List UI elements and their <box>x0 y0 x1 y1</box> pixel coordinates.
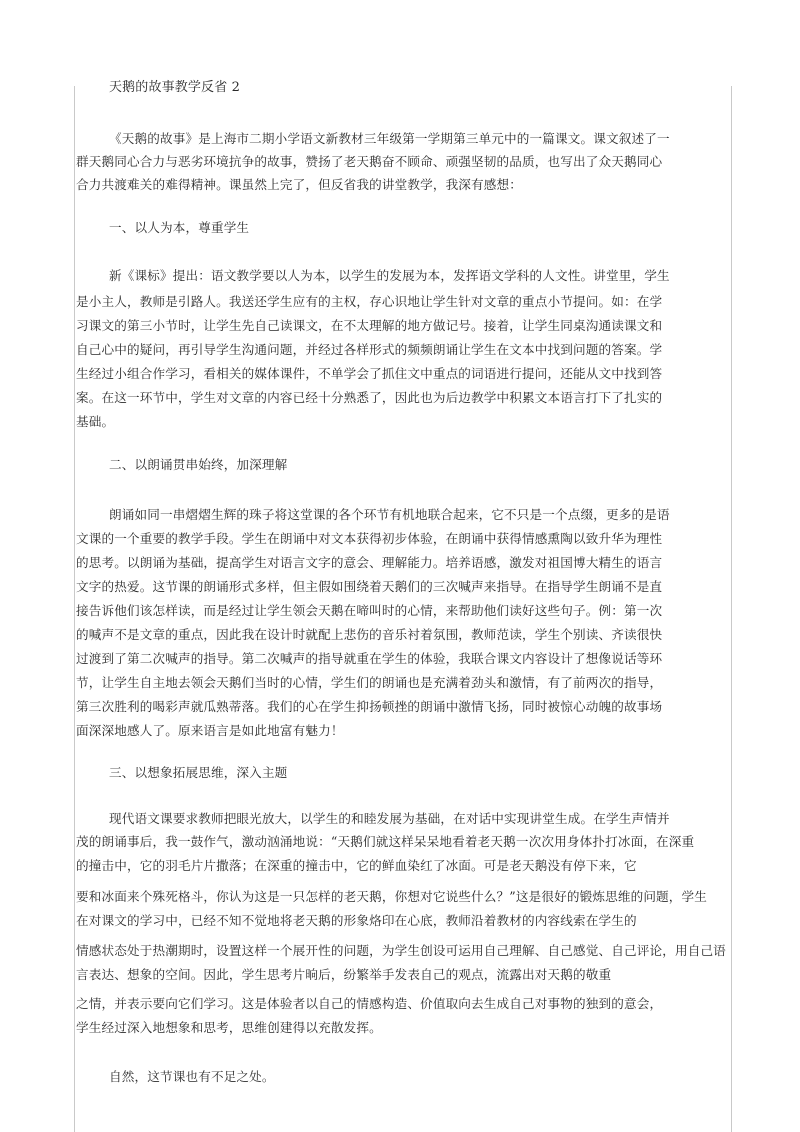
paragraph-line: 面深深地感人了。原来语言是如此地富有魅力！ <box>76 723 344 738</box>
paragraph-line: 茂的朗诵事后，我一鼓作气，激动汹涌地说：“天鹅们就这样呆呆地看着老天鹅一次次用身体扑打冰面，在深重 <box>76 834 695 849</box>
doc-title: 天鹅的故事教学反省 2 <box>109 80 241 95</box>
left-margin-rule <box>74 86 75 1132</box>
paragraph-line: 案。在这一环节中，学生对文章的内容已经十分熟悉了，因此也为后边教学中积累文本语言打下了扎实的 <box>76 390 663 405</box>
paragraph-line: 的撞击中，它的羽毛片片撒落；在深重的撞击中，它的鲜血染红了冰面。可是老天鹅没有停下来，它 <box>76 858 637 873</box>
paragraph-line: 自己心中的疑问，再引导学生沟通问题，并经过各样形式的频频朗诵让学生在文本中找到问题的答案。学 <box>76 342 663 357</box>
paragraph-line: 第三次胜利的喝彩声就瓜熟蒂落。我们的心在学生抑扬顿挫的朗诵中激情飞扬，同时被惊心动魄的故事场 <box>76 699 663 714</box>
closing-line: 自然，这节课也有不足之处。 <box>109 1069 275 1084</box>
paragraph-line: 要和冰面来个殊死格斗，你认为这是一只怎样的老天鹅，你想对它说些什么？”这是很好的锻炼思维的问题，学生 <box>76 889 708 904</box>
section-heading: 二、以朗诵贯串始终，加深理解 <box>109 457 288 472</box>
paragraph-line: 基础。 <box>76 414 115 429</box>
paragraph-line: 节，让学生自主地去领会天鹅们当时的心情，学生们的朗诵也是充满着劲头和激情，有了前两次的指导， <box>76 675 663 690</box>
paragraph-line: 现代语文课要求教师把眼光放大，以学生的和睦发展为基础，在对话中实现讲堂生成。在学生声情并 <box>109 811 670 826</box>
intro-line: 合力共渡难关的难得精神。课虽然上完了，但反省我的讲堂教学，我深有感想： <box>76 177 523 192</box>
paragraph-line: 言表达、想象的空间。因此，学生思考片晌后，纷繁举手发表自己的观点，流露出对天鹅的敬重 <box>76 967 612 982</box>
paragraph-line: 在对课文的学习中，已经不知不觉地将老天鹅的形象烙印在心底，教师沿着教材的内容线索在学生的 <box>76 913 637 928</box>
paragraph-line: 新《课标》提出：语文教学要以人为本，以学生的发展为本，发挥语文学科的人文性。讲堂里，学生 <box>109 268 670 283</box>
paragraph-line: 情感状态处于热潮期时，设置这样一个展开性的问题，为学生创设可运用自己理解、自己感觉、自己评论，用自己语 <box>76 943 726 958</box>
paragraph-line: 生经过小组合作学习，看相关的媒体课件，不单学会了抓住文中重点的词语进行提问，还能从文中找到答 <box>76 366 663 381</box>
paragraph-line: 文课的一个重要的教学手段。学生在朗诵中对文本获得初步体验，在朗诵中获得情感熏陶以致升华为理性 <box>76 531 663 546</box>
paragraph-line: 是小主人，教师是引路人。我送还学生应有的主权，存心识地让学生针对文章的重点小节提问。如：在学 <box>76 294 663 309</box>
paragraph-line: 过渡到了第二次喊声的指导。第二次喊声的指导就重在学生的体验，我联合课文内容设计了想像说话等环 <box>76 651 663 666</box>
section-heading: 三、以想象拓展思维，深入主题 <box>109 765 288 780</box>
paragraph-line: 接告诉他们该怎样读，而是经过让学生领会天鹅在啼叫时的心情，来帮助他们读好这些句子。例：第一次 <box>76 603 663 618</box>
paragraph-line: 的思考。以朗诵为基础，提高学生对语言文字的意会、理解能力。培养语感，激发对祖国博大精生的语言 <box>76 555 663 570</box>
section-heading: 一、以人为本，尊重学生 <box>109 220 250 235</box>
paragraph-line: 学生经过深入地想象和思考，思维创建得以充散发挥。 <box>76 1020 382 1035</box>
paragraph-line: 之情，并表示要向它们学习。这是体验者以自己的情感构造、价值取向去生成自己对事物的独到的意会， <box>76 996 663 1011</box>
right-margin-rule <box>731 86 732 1132</box>
intro-line: 群天鹅同心合力与恶劣环境抗争的故事，赞扬了老天鹅奋不顾命、顽强坚韧的品质，也写出了众天鹅同心 <box>76 154 663 169</box>
intro-line: 《天鹅的故事》是上海市二期小学语文新教材三年级第一学期第三单元中的一篇课文。课文叙述了一 <box>109 131 670 146</box>
paragraph-line: 文字的热爱。这节课的朗诵形式多样，但主假如围绕着天鹅们的三次喊声来指导。在指导学生朗诵不是直 <box>76 579 663 594</box>
paragraph-line: 朗诵如同一串熠熠生辉的珠子将这堂课的各个环节有机地联合起来，它不只是一个点缀，更多的是语 <box>109 507 670 522</box>
paragraph-line: 习课文的第三小节时，让学生先自己读课文，在不太理解的地方做记号。接着，让学生同桌沟通读课文和 <box>76 318 663 333</box>
paragraph-line: 的喊声不是文章的重点，因此我在设计时就配上悲伤的音乐衬着氛围，教师范读，学生个别读、齐读很快 <box>76 627 663 642</box>
